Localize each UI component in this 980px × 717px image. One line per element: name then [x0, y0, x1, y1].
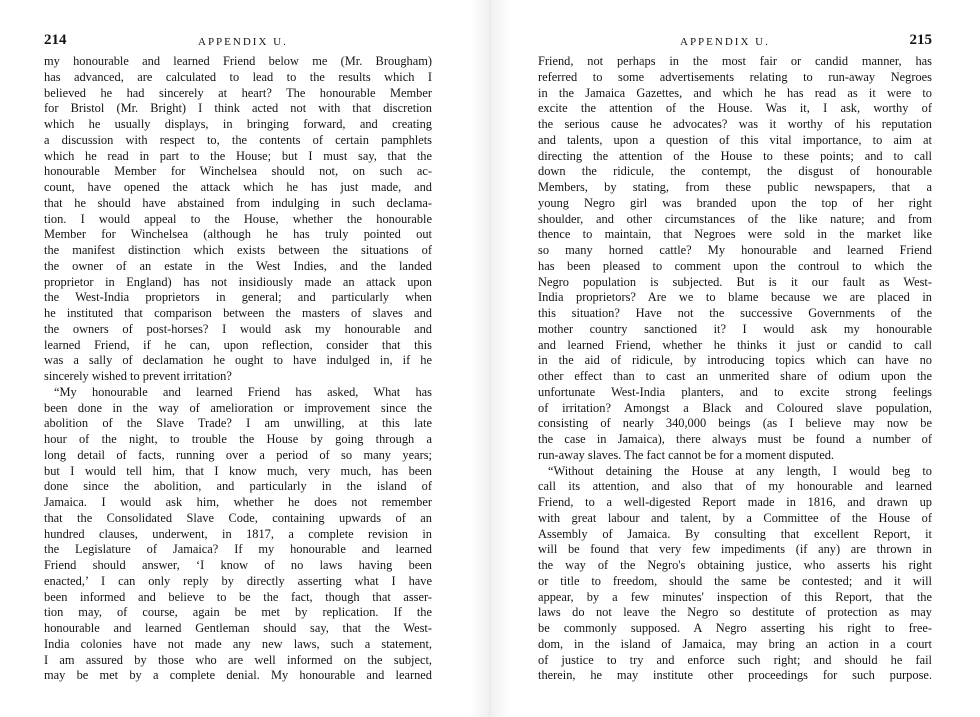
text-line: call its attention, and also that of my honourable and learned — [538, 479, 932, 494]
text-line: so many horned cattle? My honourable and learned Friend — [538, 243, 932, 257]
text-line: but I would tell him, that I know much, very much, has been — [44, 463, 432, 478]
text-line: proprietor in England) has not insidiously made an attack upon — [44, 274, 432, 289]
right-page-body — [538, 54, 932, 684]
text-line: a discussion with respect to, the contents of certain pamphlets — [44, 132, 432, 147]
text-line: this situation? Have not the successive Governments of the — [538, 306, 932, 320]
left-page-number: 214 — [44, 32, 67, 48]
text-line: dom, in the island of Jamaica, may bring an action in a court — [538, 636, 932, 651]
text-line: that the Consolidated Slave Code, containing upwards of an — [44, 510, 432, 525]
text-line: which he read in part to the House; but I must say, that the — [44, 148, 432, 163]
text-line: was a sally of declamation he ought to have indulged in, if he — [44, 353, 432, 368]
text-line: learned Friend, if he can, upon reflection, consider that this — [44, 337, 432, 352]
left-running-head: APPENDIX U. — [198, 36, 288, 48]
text-line: the Legislature of Jamaica? If my honourable and learned — [44, 542, 432, 557]
text-line: the case in Jamaica), there always must be found a number of — [538, 432, 932, 446]
text-line: in the Jamaica Gazettes, and which he has read as it were to — [538, 85, 932, 100]
text-line: and learned Friend, whether he thinks it just or candid to call — [538, 337, 932, 352]
text-line: will be found that very few impediments (if any) are thrown in — [538, 542, 932, 557]
left-page-body — [44, 54, 432, 684]
text-line: enacted,’ I can only reply by directly asserting what I have — [44, 573, 432, 588]
text-line: Friend, to a well-digested Report made in 1816, and drawn up — [538, 495, 932, 509]
text-line: Assembly of Jamaica. By consulting that excellent Report, it — [538, 526, 932, 541]
text-line: sincerely wished to prevent irritation? — [44, 369, 232, 383]
text-line: in the aid of ridicule, by introducing topics which can have no — [538, 353, 932, 368]
text-line: therein, he may institute other proceedings for such purpose. — [538, 668, 932, 683]
text-line: he instituted that comparison between the masters of slaves and — [44, 306, 432, 320]
text-line: long detail of facts, running over a period of so many years; — [44, 447, 432, 462]
left-page-header — [44, 34, 432, 54]
text-line: Friend should answer, ‘I know of no laws having been — [44, 558, 432, 572]
text-line: the serious cause he advocates? was it worthy of his reputation — [538, 117, 932, 131]
text-line: the way of the Negro's obtaining justice, who asserts his right — [538, 558, 932, 572]
text-line: Friend, not perhaps in the most fair or candid manner, has — [538, 54, 932, 68]
text-line: hundred clauses, underwent, in 1817, a complete revision in — [44, 526, 432, 541]
text-line: done since the abolition, and particularly in the island of — [44, 479, 432, 494]
text-line: count, have opened the attack which he has just made, and — [44, 180, 432, 194]
book-gutter — [470, 0, 510, 717]
text-line: unfortunate West-India planters, and to excite strong feelings — [538, 384, 932, 399]
left-page — [44, 34, 432, 684]
text-line: young Negro girl was branded upon the top of her right — [538, 195, 932, 210]
text-line: honourable and learned Gentleman should say, that the West- — [44, 621, 432, 635]
text-line: excite the attention of the House. Was it, I ask, worthy of — [538, 101, 932, 116]
text-line: directing the attention of the House to these points; and to call — [538, 148, 932, 163]
text-line: with great labour and talent, by a Committee of the House of — [538, 510, 932, 525]
text-line: the manifest distinction which exists between the situations of — [44, 243, 432, 257]
text-line: of irritation? Amongst a Black and Coloured slave population, — [538, 400, 932, 415]
text-line: may be met by a complete denial. My honourable and learned — [44, 668, 432, 683]
text-line: thence to maintain, that Negroes were sold in the market like — [538, 227, 932, 242]
text-line: Members, by stating, from these public newspapers, that a — [538, 180, 932, 194]
text-line: Negro population is subjected. But is it our fault as West- — [538, 274, 932, 289]
text-line: my honourable and learned Friend below me (Mr. Brougham) — [44, 54, 432, 68]
text-line: “My honourable and learned Friend has asked, What has — [54, 384, 432, 399]
text-line: appear, by a few minutes' inspection of this Report, that the — [538, 589, 932, 604]
text-line: the owners of post-horses? I would ask my honourable and — [44, 321, 432, 336]
right-page — [538, 34, 932, 684]
text-line: run-away slaves. The fact cannot be for a moment disputed. — [538, 447, 835, 462]
text-line: been done in the way of amelioration or improvement since the — [44, 400, 432, 415]
text-line: referred to some advertisements relating to run-away Negroes — [538, 69, 932, 84]
text-line: abolition of the Slave Trade? I am unwilling, at this late — [44, 416, 432, 431]
text-line: been informed and believe to be the fact, though that asser- — [44, 589, 432, 604]
right-page-number: 215 — [909, 32, 932, 48]
text-line: consisting of nearly 340,000 beings (as I believe may now be — [538, 416, 932, 431]
text-line: down the ridicule, the contempt, the disgust of honourable — [538, 164, 932, 179]
text-line: India proprietors? Are we to blame because we are placed in — [538, 290, 932, 305]
text-line: the owner of an estate in the West Indies, and the landed — [44, 258, 432, 273]
text-line: believed he had sincerely at heart? The honourable Member — [44, 85, 432, 100]
text-line: which he usually displays, in bringing forward, and creating — [44, 117, 432, 131]
text-line: tion may, of course, again be met by replication. If the — [44, 605, 432, 620]
text-line: other effect than to cast an unmerited share of odium upon the — [538, 369, 932, 383]
text-line: or title to freedom, should the same be contested; and it will — [538, 573, 932, 588]
text-line: “Without detaining the House at any length, I would beg to — [548, 463, 932, 478]
text-line: Jamaica. I would ask him, whether he does not remember — [44, 495, 432, 509]
text-line: has advanced, are calculated to lead to the results which I — [44, 69, 432, 84]
text-line: honourable Member for Winchelsea should not, on such ac- — [44, 164, 432, 179]
text-line: laws do not leave the Negro so destitute of protection as may — [538, 605, 932, 620]
text-line: the West-India proprietors in general; and particularly when — [44, 290, 432, 305]
text-line: mother country sanctioned it? I would ask my honourable — [538, 321, 932, 336]
text-line: be commonly supposed. A Negro asserting his right to free- — [538, 621, 932, 635]
text-line: has been pleased to comment upon the controul to which the — [538, 258, 932, 273]
text-line: India colonies have not made any new laws, such a statement, — [44, 636, 432, 651]
text-line: tion. I would appeal to the House, whether the honourable — [44, 211, 432, 226]
right-running-head: APPENDIX U. — [680, 36, 770, 48]
right-page-header — [538, 34, 932, 54]
text-line: hour of the night, to trouble the House by going through a — [44, 432, 432, 446]
text-line: for Bristol (Mr. Bright) I think acted not with that discretion — [44, 101, 432, 116]
text-line: I am assured by those who are well informed on the subject, — [44, 652, 432, 667]
text-line: and talents, upon a question of this vital importance, to aim at — [538, 132, 932, 147]
text-line: shoulder, and other circumstances of the like nature; and from — [538, 211, 932, 226]
text-line: that he should have abstained from indulging in such declama- — [44, 195, 432, 210]
text-line: Member for Winchelsea (although he has truly pointed out — [44, 227, 432, 242]
text-line: of justice to try and enforce such right; and should he fail — [538, 652, 932, 667]
